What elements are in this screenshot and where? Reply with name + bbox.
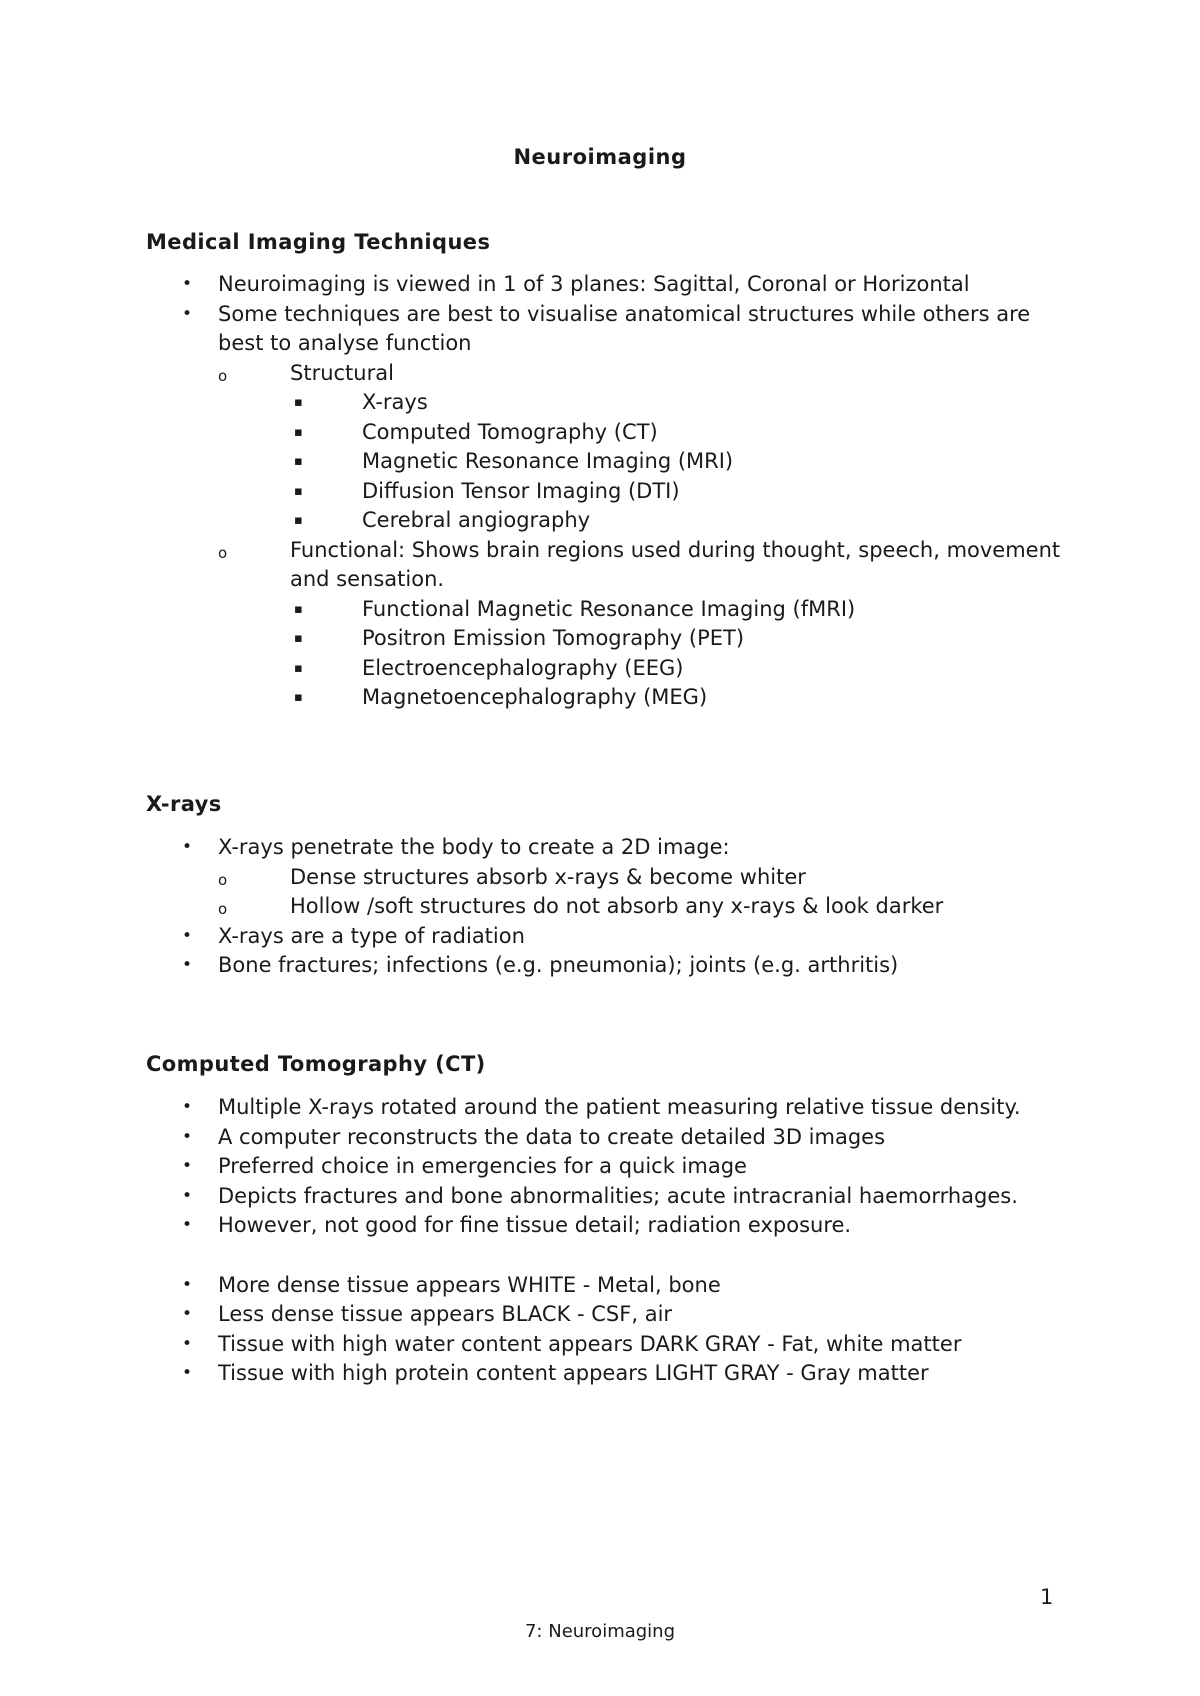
list-item-text: More dense tissue appears WHITE - Metal, bone	[218, 1272, 721, 1297]
bullet-icon: •	[182, 1156, 193, 1176]
bullet-icon: •	[182, 925, 193, 946]
sub-sub-list-item	[290, 447, 1066, 477]
list-item	[146, 1093, 1046, 1123]
list-item-text: X-rays penetrate the body to create a 2D image:	[218, 835, 730, 859]
circle-bullet-icon: o	[218, 870, 228, 889]
sub-list-item	[218, 536, 1066, 713]
bullet-icon: •	[182, 1274, 193, 1295]
sub-list-item	[218, 863, 1066, 893]
sub-sub-list-item	[290, 477, 1066, 507]
square-bullet-icon: ▪	[294, 454, 303, 469]
bullet-icon: •	[182, 303, 193, 324]
sub-sub-list-item	[290, 388, 1066, 418]
sub-sub-list-item	[290, 654, 1066, 684]
document-title: Neuroimaging	[513, 145, 687, 169]
list-item	[146, 300, 1066, 713]
sub-sub-list-item	[290, 683, 1066, 713]
list-item-text: A computer reconstructs the data to create detailed 3D images	[218, 1124, 886, 1149]
bullet-icon: •	[182, 1185, 193, 1206]
bullet-icon: •	[182, 837, 193, 857]
list-item	[146, 833, 1066, 922]
list-item-text: Dense structures absorb x-rays & become whiter	[290, 864, 806, 889]
sub-sub-list-item	[290, 418, 1066, 448]
list-item-text: Neuroimaging is viewed in 1 of 3 planes: Sagittal, Coronal or Horizontal	[218, 272, 970, 296]
bullet-icon: •	[182, 1097, 193, 1117]
list-item-text: Positron Emission Tomography (PET)	[362, 626, 745, 650]
list-item-text: Less dense tissue appears BLACK - CSF, air	[218, 1302, 673, 1326]
list-item-text: Some techniques are best to visualise anatomical structures while others are best to analyse function	[218, 301, 1031, 355]
list-item	[146, 1300, 1046, 1330]
list-item-text: Hollow /soft structures do not absorb any x-rays & look darker	[290, 894, 944, 918]
list-item-text: Functional Magnetic Resonance Imaging (fMRI)	[362, 596, 856, 621]
square-bullet-icon: ▪	[294, 424, 303, 440]
bullet-icon: •	[182, 1363, 193, 1383]
list-item	[146, 951, 1066, 981]
list-item-text: Cerebral angiography	[362, 508, 591, 532]
square-bullet-icon: ▪	[294, 601, 303, 617]
sub-list-item	[218, 892, 1066, 922]
list-item-text: Bone fractures; infections (e.g. pneumonia); joints (e.g. arthritis)	[218, 953, 899, 977]
xrays-list	[146, 833, 1066, 981]
list-item-text: Magnetoencephalography (MEG)	[362, 685, 708, 709]
square-bullet-icon: ▪	[294, 483, 303, 499]
list-item	[146, 1211, 1046, 1241]
circle-bullet-icon: o	[218, 900, 228, 918]
list-item-text: Tissue with high water content appears DARK GRAY - Fat, white matter	[218, 1331, 962, 1356]
ct-list	[146, 1093, 1046, 1389]
square-bullet-icon: ▪	[294, 631, 303, 646]
circle-bullet-icon: o	[218, 366, 228, 385]
bullet-icon: •	[182, 955, 193, 975]
square-bullet-icon: ▪	[294, 690, 303, 705]
list-item-text: Preferred choice in emergencies for a quick image	[218, 1154, 747, 1178]
list-item	[146, 1123, 1046, 1153]
list-item	[146, 1152, 1046, 1182]
techniques-list	[146, 270, 1066, 713]
sub-list-item	[218, 359, 1066, 536]
circle-bullet-icon: o	[218, 543, 228, 562]
section-heading-xrays: X-rays	[146, 792, 222, 816]
page-number: 1	[1040, 1585, 1054, 1609]
list-item-text: Electroencephalography (EEG)	[362, 655, 684, 680]
bullet-icon: •	[182, 274, 193, 294]
square-bullet-icon: ▪	[294, 513, 303, 528]
list-item-text: However, not good for fine tissue detail; radiation exposure.	[218, 1213, 852, 1237]
list-item	[146, 922, 1066, 952]
list-item-text: Structural	[290, 360, 394, 385]
list-item	[146, 1182, 1046, 1212]
section-heading-techniques: Medical Imaging Techniques	[146, 230, 491, 254]
page-footer: 7: Neuroimaging	[524, 1621, 676, 1642]
list-item-text: X-rays are a type of radiation	[218, 923, 525, 948]
list-item	[146, 1330, 1046, 1360]
square-bullet-icon: ▪	[294, 660, 303, 676]
list-item-text: Magnetic Resonance Imaging (MRI)	[362, 449, 734, 473]
list-item	[146, 1359, 1046, 1389]
list-item-text: Diffusion Tensor Imaging (DTI)	[362, 478, 680, 503]
bullet-icon: •	[182, 1304, 193, 1324]
square-bullet-icon: ▪	[294, 395, 303, 410]
sub-sub-list-item	[290, 595, 1066, 625]
bullet-icon: •	[182, 1333, 193, 1354]
list-item-text: Tissue with high protein content appears LIGHT GRAY - Gray matter	[218, 1361, 929, 1385]
list-item-text: Computed Tomography (CT)	[362, 419, 658, 444]
list-item-text: Depicts fractures and bone abnormalities; acute intracranial haemorrhages.	[218, 1183, 1018, 1208]
list-spacer	[146, 1241, 1046, 1271]
list-item	[146, 1271, 1046, 1301]
list-item	[146, 270, 1066, 300]
sub-sub-list-item	[290, 506, 1066, 536]
list-item-text: Functional: Shows brain regions used during thought, speech, movement and sensation.	[290, 537, 1061, 591]
list-item-text: X-rays	[362, 390, 428, 414]
sub-sub-list-item	[290, 624, 1066, 654]
list-item-text: Multiple X-rays rotated around the patient measuring relative tissue density.	[218, 1095, 1021, 1119]
section-heading-ct: Computed Tomography (CT)	[146, 1052, 486, 1076]
bullet-icon: •	[182, 1215, 193, 1235]
bullet-icon: •	[182, 1126, 193, 1147]
